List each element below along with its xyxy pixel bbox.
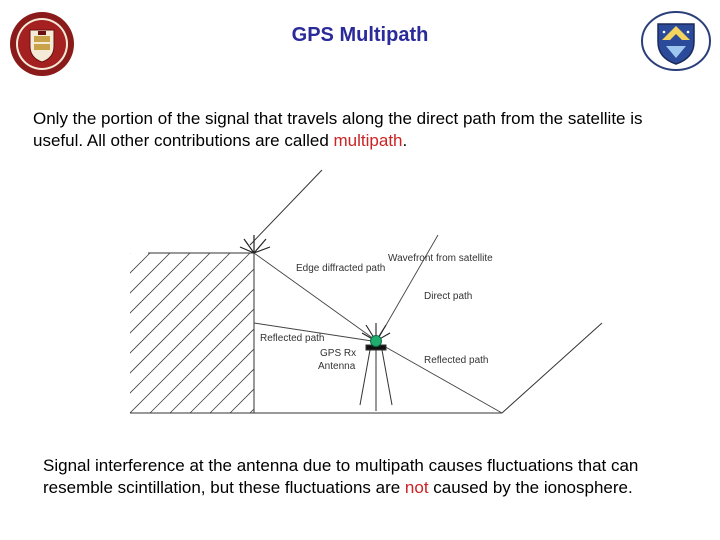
label-reflected-right: Reflected path [424, 355, 489, 366]
conclusion-text: Signal interference at the antenna due to multipath causes fluctuations that can resemble scintillation, but these fluctuations are [43, 456, 639, 497]
label-wavefront: Wavefront from satellite [388, 253, 493, 264]
label-reflected-left: Reflected path [260, 333, 325, 344]
reflector-surface [502, 323, 602, 413]
conclusion-paragraph [43, 455, 683, 499]
not-highlight: not [404, 478, 429, 497]
wavefront-line [250, 170, 322, 245]
multipath-highlight: multipath [333, 131, 403, 150]
conclusion-end: caused by the ionosphere. [428, 478, 633, 497]
label-gps-rx: GPS Rx [320, 348, 357, 359]
label-edge-diffracted: Edge diffracted path [296, 263, 386, 274]
multipath-diagram [120, 165, 610, 425]
label-antenna: Antenna [318, 361, 356, 372]
gps-receiver-dot [371, 336, 382, 347]
direct-path [378, 235, 438, 339]
edge-diffraction-burst [240, 235, 270, 253]
intro-paragraph [33, 108, 693, 152]
intro-period: . [402, 131, 408, 150]
antenna-mast [360, 345, 392, 411]
label-direct: Direct path [424, 291, 473, 302]
intro-text: Only the portion of the signal that travels along the direct path from the satellite is useful. All other contributions are called [33, 109, 643, 150]
slide-title: GPS Multipath [291, 24, 429, 46]
